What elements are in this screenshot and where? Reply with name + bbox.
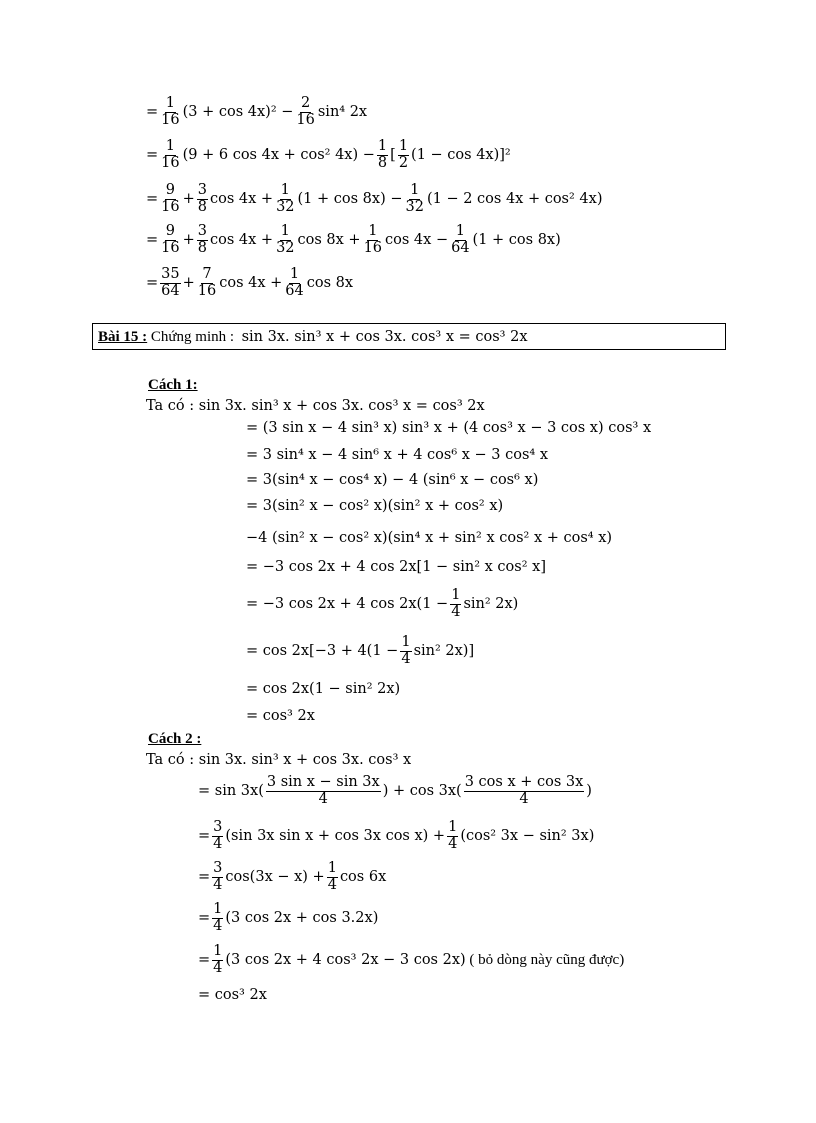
fraction: $\frac{1}{32}$ [276, 181, 295, 215]
fraction: $\frac{1}{16}$ [161, 137, 180, 171]
fraction: $\frac{3}{8}$ [197, 181, 207, 215]
fraction: $\frac{3}{8}$ [197, 222, 207, 256]
fraction: $\frac{1}{4}$ [401, 633, 411, 667]
fraction: $\frac{\text{3 sin x − sin 3x}}{4}$ [266, 773, 380, 807]
fraction: $\frac{1}{4}$ [327, 859, 337, 893]
fraction: $\frac{1}{16}$ [161, 94, 180, 128]
fraction: $\frac{35}{64}$ [161, 265, 180, 299]
problem-formula: sin 3x. sin³ x + cos 3x. cos³ x = cos³ 2x [241, 328, 528, 345]
fraction: $\frac{9}{16}$ [161, 181, 180, 215]
fraction: $\frac{7}{16}$ [197, 265, 217, 299]
fraction: $\frac{3}{4}$ [213, 818, 223, 852]
fraction: $\frac{1}{32}$ [276, 222, 295, 256]
fraction: $\frac{1}{64}$ [451, 222, 470, 256]
fraction: $\frac{1}{8}$ [377, 137, 388, 171]
fraction: $\frac{2}{16}$ [296, 94, 315, 128]
fraction: $\frac{\text{3 cos x + cos 3x}}{4}$ [464, 773, 584, 807]
fraction: $\frac{1}{64}$ [285, 265, 304, 299]
fraction: $\frac{1}{16}$ [363, 222, 383, 256]
fraction: $\frac{1}{4}$ [451, 586, 461, 620]
fraction: $\frac{1}{4}$ [213, 942, 223, 976]
side-note: ( bỏ dòng này cũng được) [465, 951, 625, 968]
fraction: $\frac{1}{4}$ [448, 818, 458, 852]
fraction: $\frac{9}{16}$ [161, 222, 180, 256]
fraction: $\frac{1}{4}$ [213, 900, 223, 934]
problem-intro: Chứng minh : [147, 328, 242, 345]
fraction: $\frac{3}{4}$ [213, 859, 223, 893]
problem-label: Bài 15 : [98, 328, 148, 345]
fraction: $\frac{1}{2}$ [398, 137, 409, 171]
fraction: $\frac{1}{32}$ [405, 181, 424, 215]
